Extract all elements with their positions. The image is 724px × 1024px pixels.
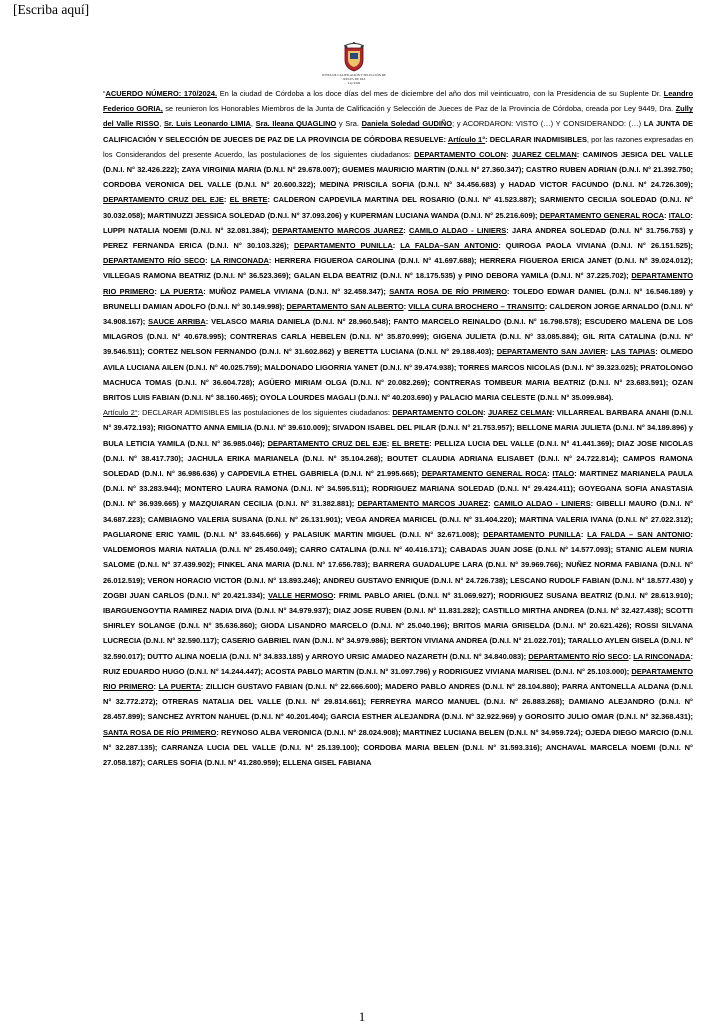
list-text: : — [505, 149, 512, 159]
article-2-label: Artículo 2° — [103, 408, 138, 418]
article-1-heading: : DECLARAR INADMISIBLES — [485, 134, 587, 144]
section-heading: EL BRETE — [229, 195, 268, 205]
section-heading: LAS TAPIAS — [610, 347, 656, 357]
text-run: En la ciudad de Córdoba a los doce días del mes de diciembre del año dos mil veinticuatro, con la Presidencia de su Suplente Dr. — [217, 89, 664, 98]
list-text: : — [605, 347, 611, 357]
text-run: y Sra. — [336, 119, 362, 129]
section-heading: DEPARTAMENTO SAN ALBERTO — [286, 301, 404, 311]
list-text: : GIBELLI MAURO (D.N.I. N° 34.687.223); CAMBIAGNO VALERIA SUSANA (D.N.I. N° 26.131.901); VEGA ANDREA MARICEL (D.N.I. N° 31.404.220); MARTINA VALERIA IVANA (D.N.I. N° 27.022.312); PAGLIARONE ERIC YAMIL (D.N.I. N° 33.645.666) y PALASIUK MARTIN MIGUEL (D.N.I. N° 32.671.008); — [103, 499, 693, 539]
list-text: : VELASCO MARIA DANIELA (D.N.I. N° 28.960.548); FANTO MARCELO REINALDO (D.N.I. N° 16.798.578); ESCUDERO MALENA DE LOS MILAGROS (D.N.I. N° 40.678.995); CONTRERAS CARLA HEBELEN (D.N.I. N° 35.870.999); GIGENA JULIETA (D.N.I. N° 33.085.884); GIL RITA CATALINA (D.N.I. N° 39.546.511); CORTEZ NELSON FERNANDO (D.N.I. N° 31.602.862) y BERETTA LUCIANA (D.N.I. N° 29.188.403); — [103, 317, 693, 357]
section-heading: DEPARTAMENTO MARCOS JUAREZ — [357, 499, 489, 509]
list-text: : — [205, 256, 211, 266]
seal-caption-line: JUNTA DE CALIFICACIÓN Y SELECCIÓN DE — [321, 73, 387, 77]
section-heading: DEPARTAMENTO SAN JAVIER — [496, 347, 606, 357]
paragraph-article-1 — [103, 86, 693, 405]
section-heading: ITALO — [668, 210, 691, 220]
section-heading: EL BRETE — [391, 438, 430, 448]
text-run: , — [159, 119, 164, 129]
section-heading: ITALO — [552, 469, 575, 479]
section-heading: DEPARTAMENTO COLON — [414, 149, 506, 159]
section-heading: LA PUERTA — [160, 286, 204, 296]
section-heading: DEPARTAMENTO GENERAL ROCA — [539, 210, 665, 220]
list-text: : — [223, 195, 230, 205]
seal-caption-line: JUECES DE PAZ — [342, 77, 366, 81]
section-heading: DEPARTAMENTO PUNILLA — [293, 241, 393, 251]
list-text: : — [547, 469, 553, 479]
section-heading: LA FALDA–SAN ANTONIO — [400, 241, 499, 251]
list-text: : — [403, 225, 410, 235]
name-gudino: Daniela Soledad GUDIÑO — [361, 119, 453, 129]
section-heading: DEPARTAMENTO RIO PRIMERO — [103, 666, 693, 691]
text-run: , — [250, 119, 256, 129]
list-text: : QUIROGA PAOLA VIVIANA (D.N.I. N° 26.151.525); — [498, 241, 694, 251]
name-risso: Zully del Valle RISSO — [103, 104, 693, 129]
section-heading: SANTA ROSA DE RÍO PRIMERO — [389, 286, 508, 296]
list-text: : ZILLICH GUSTAVO FABIAN (D.N.I. N° 22.666.600); MADERO PABLO ANDRES (D.N.I. N° 28.104.880); PARRA ANTONELLA ALDANA (D.N.I. N° 32.772.272); OTRERAS NATALIA DEL VALLE (D.N.I. N° 29.814.661); FERREYRA MARCO MANUEL (D.N.I. N° 26.883.268); DAMIANO ALEJANDRO (D.N.I. N° 28.457.899); SANCHEZ AYRTON NAHUEL (D.N.I. N° 40.201.404); GARCIA ESTHER ALEJANDRA (D.N.I. N° 32.922.969) y GOROSITO JULIO OMAR (D.N.I. N° 32.368.431); — [103, 681, 694, 722]
article-2-heading: : DECLARAR ADMISIBLES — [137, 408, 230, 418]
section-heading: LA RINCONADA — [633, 651, 691, 661]
list-text: : CALDERON CAPDEVILA MARTINA DEL ROSARIO (D.N.I. N° 41.523.887); SARMIENTO CECILIA SOLEDAD (D.N.I. N° 30.032.058); MARTINUZZI JESSICA SOLEDAD (D.N.I. N° 37.093.206) y KUPERMAN LUCIANA WANDA (D.N.I. N° 25.216.609); — [103, 195, 694, 220]
list-text: : — [153, 681, 159, 691]
list-text: : MARTINEZ MARIANELA PAULA (D.N.I. N° 33.283.944); MONTERO LAURA RAMONA (D.N.I. N° 34.595.511); RODRIGUEZ MARIANA SOLEDAD (D.N.I. N° 29.424.411); GOYEGANA SOFIA ANASTASIA (D.N.I. N° 36.939.665) y MAZQUIARAN CECILIA (D.N.I. N° 31.382.881); — [103, 469, 694, 509]
section-heading: DEPARTAMENTO RÍO SECO — [103, 256, 206, 266]
section-heading: CAMILO ALDAO - LINIERS — [493, 499, 591, 509]
list-text: : — [488, 499, 494, 509]
list-text: : LUPPI NATALIA NOEMI (D.N.I. N° 32.081.384); — [103, 210, 694, 235]
section-heading: DEPARTAMENTO GENERAL ROCA — [421, 469, 548, 479]
article-1-label: Artículo 1° — [447, 134, 486, 144]
text-run: ; y ACORDARON: VISTO (…) Y CONSIDERANDO: (…) — [452, 119, 644, 129]
list-text: : — [392, 241, 401, 251]
list-text: : — [628, 651, 634, 661]
text-run: las postulaciones de los siguientes ciudadanos: — [229, 408, 393, 418]
list-text: : — [154, 286, 161, 296]
list-text: : HERRERA FIGUEROA CAROLINA (D.N.I. N° 41.697.688); HERRERA FIGUEROA ERICA JANET (D.N.I. N° 39.024.012); VILLEGAS RAMONA BEATRIZ (D.N.I. N° 36.523.369); GALAN ELDA BEATRIZ (D.N.I. N° 18.175.535) y PINO DEBORA YAMILA (D.N.I. N° 37.225.702); — [103, 256, 694, 281]
list-text: : — [580, 529, 588, 539]
text-run: , por las razones expresadas en los Considerandos del presente Acuerdo, las postulaciones de los siguientes ciudadanos: — [103, 134, 693, 159]
seal-caption — [312, 73, 396, 85]
list-text: : CAMINOS JESICA DEL VALLE (D.N.I. N° 32.426.222); ZAYA VIRGINIA MARIA (D.N.I. N° 29.678.007); GUEMES MAURICIO MARTIN (D.N.I. N° 27.360.347); CASTRO RUBEN ADRIAN (D.N.I. N° 21.392.750; CORDOBA VERONICA DEL VALLE (D.N.I. N° 20.600.322); MEDINA PRISCILA SOFIA (D.N.I. N° 34.456.683) y HADAD VICTOR FACUNDO (D.N.I. N° 24.726.309); — [103, 149, 693, 190]
list-text: : PELLIZA LUCIA DEL VALLE (D.N.I. N° 41.441.369); DIAZ JOSE NICOLAS (D.N.I. N° 38.417.730); JACHULA ERIKA MARIANELA (D.N.I. N° 35.104.268); BOUTET CLAUDIA ADRIANA ELISABET (D.N.I. N° 24.722.814); CAMPOS RAMONA SOLEDAD (D.N.I. N° 36.986.636) y CAPDEVILA ETHEL GABRIELA (D.N.I. N° 21.995.665); — [103, 438, 693, 479]
section-heading: LA RINCONADA — [210, 256, 269, 266]
list-text: : TOLEDO EDWAR DANIEL (D.N.I. N° 16.546.189) y BRUNELLI DAMIAN ADOLFO (D.N.I. N° 30.149.998); — [103, 286, 694, 311]
list-text: : JARA ANDREA SOLEDAD (D.N.I. N° 31.756.753) y PEREZ FERNANDA ERICA (D.N.I. N° 30.103.326); — [103, 225, 693, 251]
header-placeholder: [Escriba aquí] — [13, 2, 90, 17]
paragraph-article-2 — [103, 405, 693, 770]
section-heading: DEPARTAMENTO CRUZ DEL EJE — [267, 438, 387, 448]
list-text: : RUIZ EDUARDO HUGO (D.N.I. N° 14.244.447); ACOSTA PABLO MARTIN (D.N.I. N° 31.097.796) y RODRIGUEZ VIVIANA MARISEL (D.N.I. N° 25.103.000); — [103, 651, 694, 676]
resolution-heading: LA JUNTA DE CALIFICACIÓN Y SELECCIÓN DE JUECES DE PAZ DE LA PROVINCIA DE CÓRDOBA RESUELVE: — [103, 119, 694, 144]
section-heading: DEPARTAMENTO PUNILLA — [483, 529, 581, 539]
list-text: : VILLARREAL BARBARA ANAHI (D.N.I. N° 39.472.193); RIGONATTO ANNA EMILIA (D.N.I. N° 39.610.009); SIVADON ISABEL DEL PILAR (D.N.I. N° 21.753.957); BELLONE MARIA JULIETA (D.N.I. N° 34.189.896) y BULA LETICIA YAMILA (D.N.I. N° 36.985.046); — [103, 408, 693, 448]
name-limia: Sr. Luis Leonardo LIMIA — [163, 119, 251, 129]
open-quote: “ — [103, 89, 106, 98]
list-text: : — [664, 210, 669, 220]
section-heading: LA FALDA – SAN ANTONIO — [587, 529, 691, 539]
section-heading: CAMILO ALDAO - LINIERS — [409, 225, 507, 235]
resolution-body — [103, 86, 693, 770]
list-text: : OLMEDO AVILA LUCIANA AILEN (D.N.I. N° 40.025.759); MALDONADO LIGORRIA YANET (D.N.I. N° 39.474.938); TORRES MARCOS NICOLAS (D.N.I. N° 39.323.025); PRATOLONGO MACHUCA TOMAS (D.N.I. N° 36.604.728); AGÜERO MIRIAM OLGA (D.N.I. N° 20.082.269); CONTRERAS TOMBEUR MARIA BEATRIZ (D.N.I. N° 23.683.591); OZAN BRITOS LUIS FABIAN (D.N.I. N° 38.160.465); OYOLA LOURDES MAGALI (D.N.I. N° 40.203.690) y PALACIO MARIA CELESTE (D.N.I. N° 35.099.984). — [103, 347, 694, 403]
coat-of-arms-seal-icon — [340, 42, 368, 72]
list-text: : MUÑOZ PAMELA VIVIANA (D.N.I. N° 32.458.347); — [203, 286, 390, 296]
seal-caption-line: Ley 9449 — [347, 81, 361, 85]
section-heading: SANTA ROSA DE RÍO PRIMERO — [103, 727, 217, 737]
list-text: : — [386, 438, 392, 448]
section-heading: SAUCE ARRIBA — [148, 317, 206, 327]
section-heading: VILLA CURA BROCHERO – TRANSITO — [408, 301, 545, 311]
list-text: : — [403, 301, 409, 311]
name-quaglino: Sra. Ileana QUAGLINO — [255, 119, 337, 129]
section-heading: DEPARTAMENTO COLON — [392, 408, 484, 418]
list-text: : CALDERON JORGE ARNALDO (D.N.I. N° 34.908.167); — [103, 301, 694, 327]
acuerdo-number: ACUERDO NÚMERO: 170/2024. — [105, 89, 218, 98]
section-heading: DEPARTAMENTO MARCOS JUAREZ — [272, 225, 404, 235]
text-run: se reunieron los Honorables Miembros de la Junta de Calificación y Selección de Jueces de Paz de la Provincia de Córdoba, creada por Ley 9449, Dra. — [162, 104, 676, 114]
name-goria: Leandro Federico GORIA, — [103, 89, 693, 114]
section-heading: LA PUERTA — [158, 681, 201, 691]
list-text: : FRIML PABLO ARIEL (D.N.I. N° 31.069.927); RODRIGUEZ SUSANA BEATRIZ (D.N.I. N° 28.613.910); IBARGUENGOYTIA RAMIREZ NADIA DIVA (D.N.I. N° 34.979.937); DIAZ JOSE RUBEN (D.N.I. N° 11.831.282); CASTILLO MIRTHA ANDREA (D.N.I. N° 32.427.438); SCOTTI SHIRLEY SOLANGE (D.N.I. N° 35.636.860); GIODA LISANDRO MARCELO (D.N.I. N° 25.040.196); BRITOS MARIA GRISELDA (D.N.I. N° 20.621.426); ROSSI SILVANA LUCRECIA (D.N.I. N° 32.590.117); CASERIO GABRIEL IVAN (D.N.I. N° 34.979.986); BERTON VIVIANA ANDREA (D.N.I. N° 21.022.701); TARALLO AYLEN GISELA (D.N.I. N° 32.590.017); DUTTO ALINA NOELIA (D.N.I. N° 34.833.185) y ARROYO URSIC AMADEO NAZARETH (D.N.I. N° 34.840.083); — [103, 590, 694, 661]
section-heading: DEPARTAMENTO RÍO SECO — [528, 651, 629, 661]
list-text: : — [483, 408, 488, 418]
section-heading: JUAREZ CELMAN — [511, 149, 577, 159]
section-heading: DEPARTAMENTO RIO PRIMERO — [103, 271, 693, 296]
section-heading: DEPARTAMENTO CRUZ DEL EJE — [103, 195, 224, 205]
list-text: : REYNOSO ALBA VERONICA (D.N.I. N° 28.024.908); MARTINEZ LUCIANA BELEN (D.N.I. N° 34.959.724); OJEDA DIEGO MARCIO (D.N.I. N° 32.287.135); CARRANZA LUCIA DEL VALLE (D.N.I. N° 25.139.100); CORDOBA MARIA BELEN (D.N.I. N° 31.593.316); ANCHAVAL MARCELA NOEMI (D.N.I. N° 27.058.187); CARLES SOFIA (D.N.I. N° 41.280.959); ELLENA GISEL FABIANA — [103, 727, 693, 767]
section-heading: VALLE HERMOSO — [268, 590, 334, 600]
page-number: 1 — [358, 1009, 366, 1024]
section-heading: JUAREZ CELMAN — [487, 408, 552, 418]
list-text: : VALDEMOROS MARIA NATALIA (D.N.I. N° 25.450.049); CARRO CATALINA (D.N.I. N° 40.416.171); CABADAS JUAN JOSE (D.N.I. N° 14.577.093); STANIC ALEM NURIA SALOME (D.N.I. N° 37.439.902); FINKEL ANA MARIA (D.N.I. N° 17.656.783); BARRERA GUADALUPE LARA (D.N.I. N° 39.969.766); NUÑEZ NORMA FABIANA (D.N.I. N° 26.012.519); VERON HORACIO VICTOR (D.N.I. N° 13.893.246); ANDREU GUSTAVO ENRIQUE (D.N.I. N° 24.726.738); LESCANO RUDOLF FABIAN (D.N.I. N° 18.577.430) y ZOGBI JUAN CARLOS (D.N.I. N° 20.421.334); — [103, 529, 694, 600]
